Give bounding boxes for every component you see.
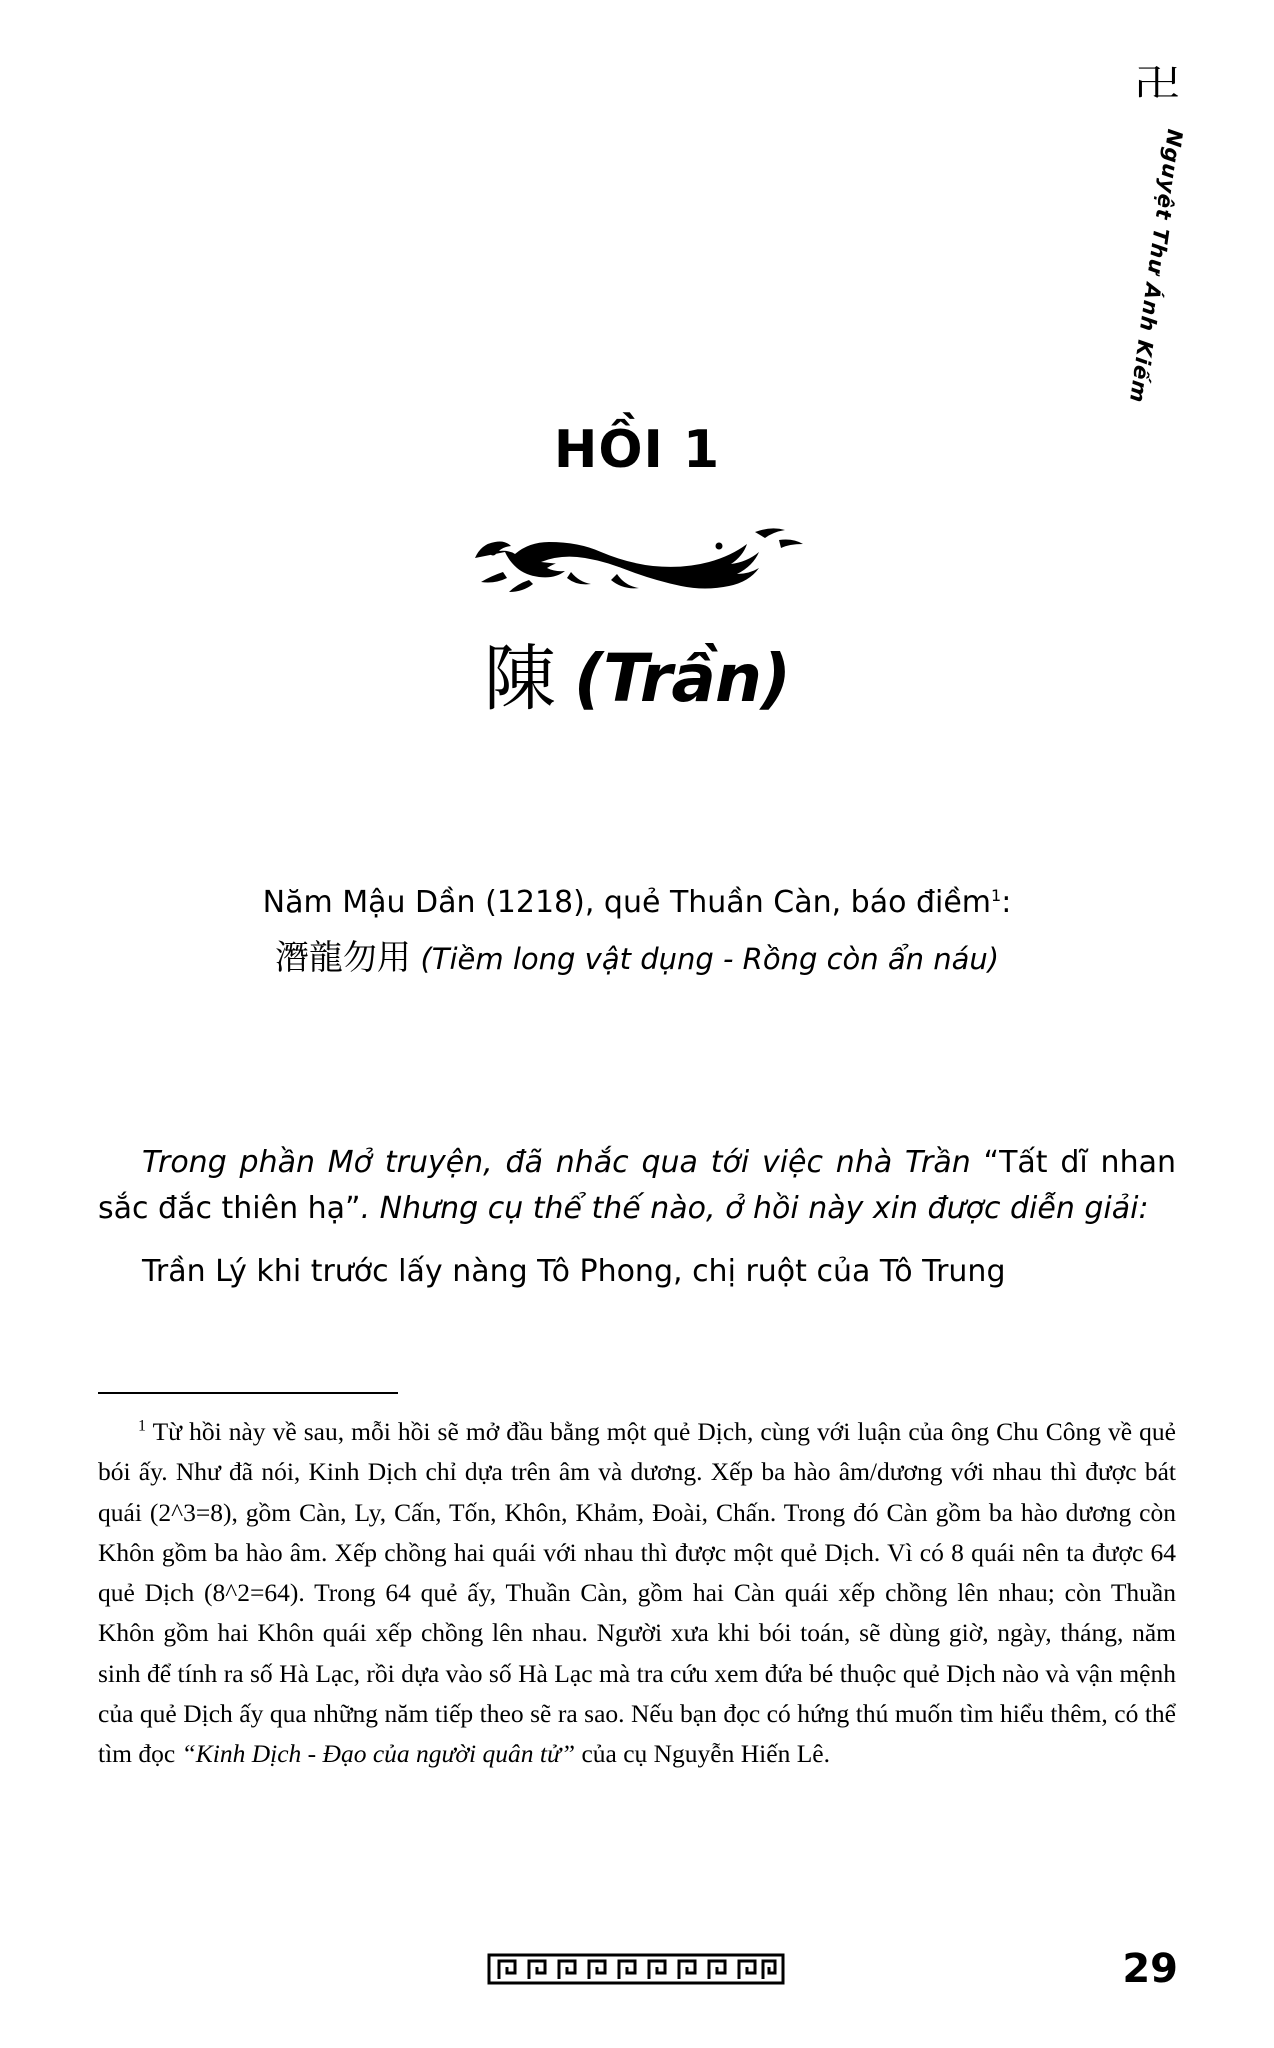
- footnote-text-1: Từ hồi này về sau, mỗi hồi sẽ mở đầu bằng một quẻ Dịch, cùng với luận của ông Chu Công về quẻ bói ấy. Như đã nói, Kinh Dịch chỉ dựa trên âm và dương. Xếp ba hào âm/dương với nhau thì được bát quái (2^3=8), gồm Càn, Ly, Cấn, Tốn, Khôn, Khảm, Đoài, Chấn. Trong đó Càn gồm ba hào dương còn Khôn gồm ba hào âm. Xếp chồng hai quái với nhau thì được một quẻ Dịch. Vì có 8 quái nên ta được 64 quẻ Dịch (8^2=64). Trong 64 quẻ ấy, Thuần Càn, gồm hai Càn quái xếp chồng lên nhau; còn Thuần Khôn gồm hai Khôn quái xếp chồng lên nhau. Người xưa khi bói toán, sẽ dùng giờ, ngày, tháng, năm sinh để tính ra số Hà Lạc, rồi dựa vào số Hà Lạc mà tra cứu xem đứa bé thuộc quẻ Dịch nào và vận mệnh của quẻ Dịch ấy qua những năm tiếp theo sẽ ra sao. Nếu bạn đọc có hứng thú muốn tìm hiểu thêm, có thể tìm đọc: [98, 1417, 1176, 1769]
- footnote-mark: 1: [138, 1417, 146, 1435]
- omen-han: 潛龍勿用: [274, 938, 411, 978]
- omen-text-1: Năm Mậu Dần (1218), quẻ Thuần Càn, báo điềm: [262, 885, 992, 920]
- chapter-number: HỒI 1: [553, 420, 721, 480]
- footnote-text-2: của cụ Nguyễn Hiến Lê.: [575, 1739, 830, 1769]
- body-text: [98, 1140, 1176, 1295]
- omen-translation: (Tiềm long vật dụng - Rồng còn ẩn náu): [420, 942, 1000, 976]
- dragon-ornament-icon: [0, 512, 1274, 603]
- omen-block: [120, 880, 1154, 984]
- footnote-book-title: “Kinh Dịch - Đạo của người quân tử”: [181, 1739, 576, 1769]
- page-number: 29: [1122, 1946, 1178, 1992]
- paragraph-intro-quote: “Tất dĩ nhan sắc đắc thiên hạ”: [98, 1145, 1176, 1226]
- book-series-title: Nguyệt Thư Ánh Kiếm: [1124, 127, 1188, 405]
- side-mark: [1116, 60, 1196, 409]
- omen-footnote-mark: 1: [991, 886, 1002, 905]
- chapter-title-latin: (Trần): [573, 640, 791, 717]
- paragraph-intro: [98, 1140, 1176, 1231]
- chapter-title: [0, 636, 1274, 721]
- omen-colon: :: [1001, 885, 1012, 920]
- omen-line-1: [120, 880, 1154, 925]
- footnote-divider: [98, 1392, 398, 1394]
- page-footer: [0, 1946, 1274, 1996]
- omen-line-2: [120, 933, 1154, 984]
- greek-key-ornament-icon: [487, 1952, 787, 1991]
- chapter-title-han: 陳: [483, 636, 556, 721]
- paragraph-intro-part1: Trong phần Mở truyện, đã nhắc qua tới việc nhà Trần: [142, 1145, 971, 1180]
- paragraph-narrative: Trần Lý khi trước lấy nàng Tô Phong, chị ruột của Tô Trung: [142, 1254, 1006, 1290]
- footnote: [98, 1412, 1176, 1775]
- paragraph-intro-part2: . Nhưng cụ thể thế nào, ở hồi này xin được diễn giải:: [360, 1190, 1149, 1226]
- cloud-ornament-icon: 卍: [1134, 61, 1178, 105]
